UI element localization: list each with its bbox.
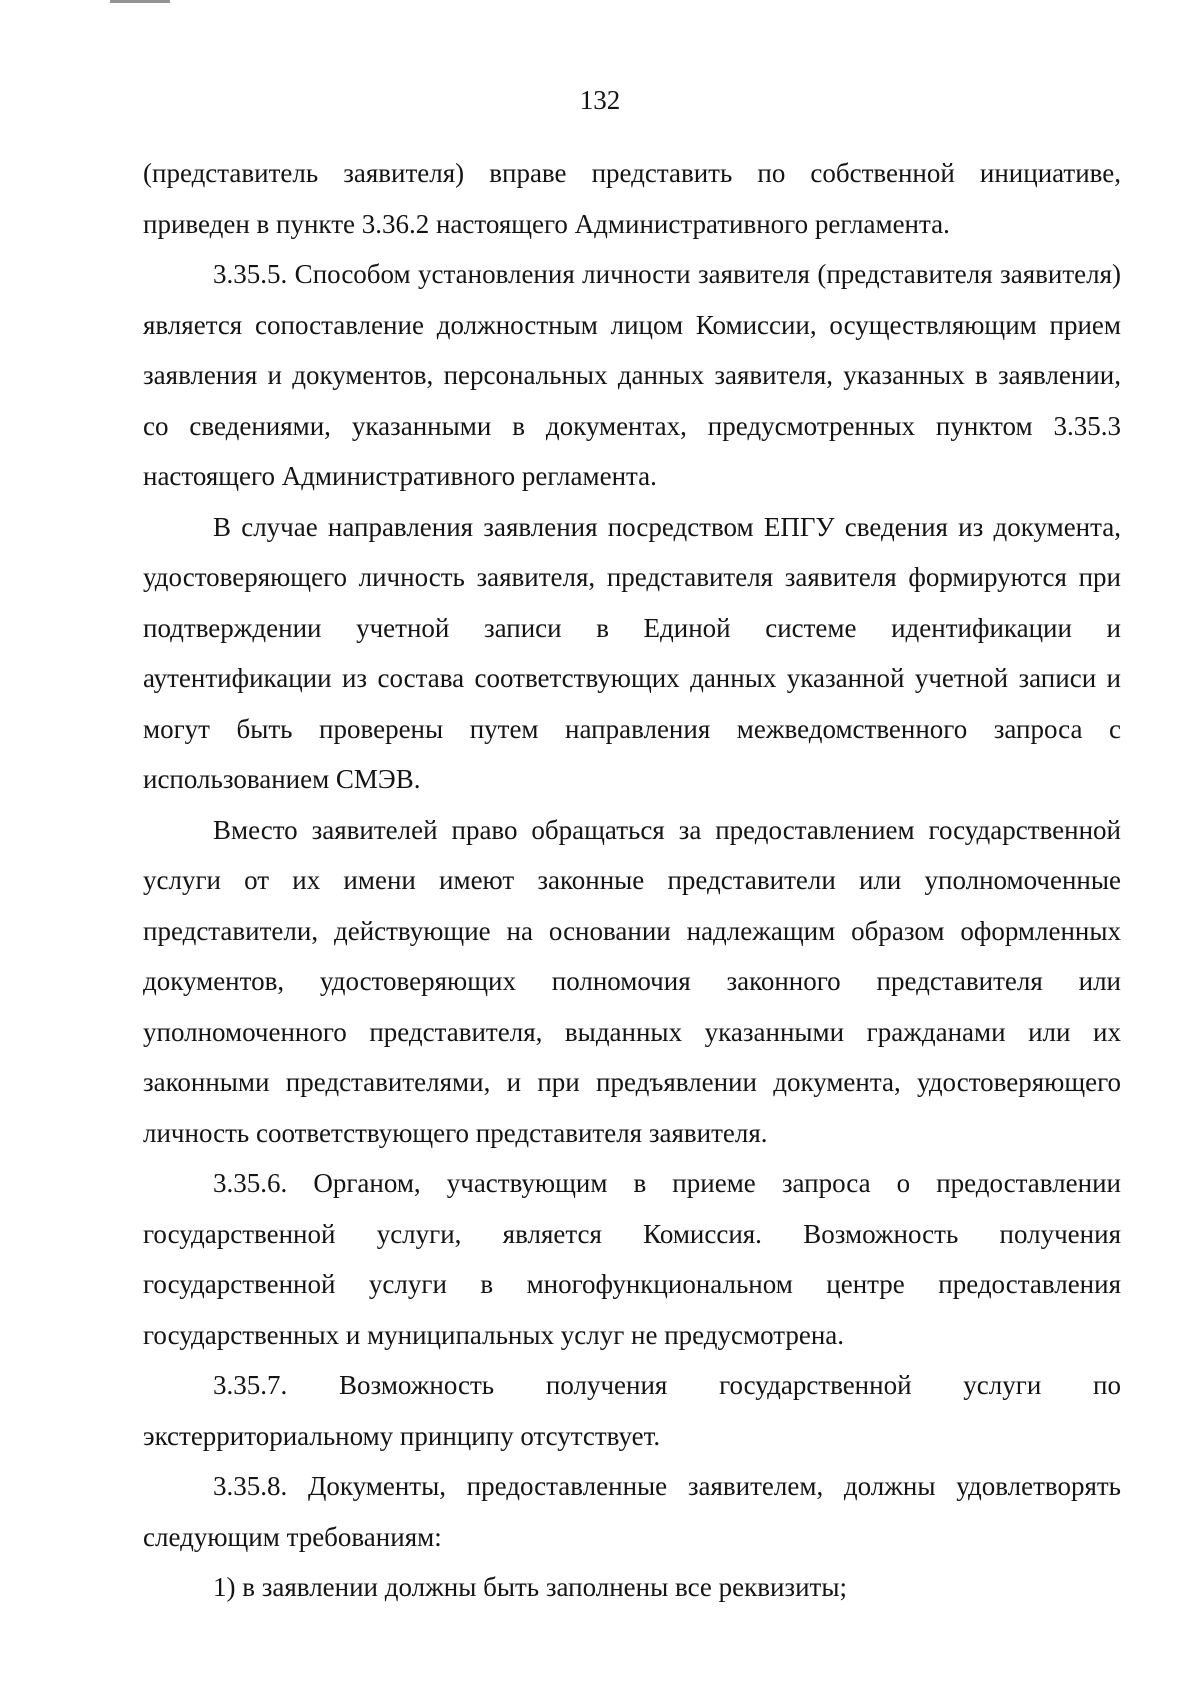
- page-number: 132: [579, 85, 621, 115]
- document-body: [143, 148, 1121, 1613]
- list-item-1: 1) в заявлении должны быть заполнены все реквизиты;: [213, 1572, 847, 1602]
- paragraph-representatives: Вместо заявителей право обращаться за предоставлением государственной услуги от их имени имеют законные представители или уполномоченные представители, действующие на основании надлежащим образом оформленных документов, удостоверяющих полномочия законного представителя или уполномоченного представителя, выданных указанными гражданами или их законными представителями, и при предъявлении документа, удостоверяющего личность соответствующего представителя заявителя.: [143, 814, 1121, 1148]
- paragraph-3-35-7: 3.35.7. Возможность получения государственной услуги по экстерриториальному принципу отсутствует.: [143, 1370, 1121, 1451]
- paragraph-epgu-case: В случае направления заявления посредством ЕПГУ сведения из документа, удостоверяющего личность заявителя, представителя заявителя формируются при подтверждении учетной записи в Единой системе идентификации и аутентификации из состава соответствующих данных указанной учетной записи и могут быть проверены путем направления межведомственного запроса с использованием СМЭВ.: [143, 511, 1121, 794]
- paragraph-3-35-8: 3.35.8. Документы, предоставленные заявителем, должны удовлетворять следующим требованиям:: [143, 1471, 1121, 1552]
- scan-artifact: [110, 0, 170, 3]
- paragraph-3-35-6: 3.35.6. Органом, участвующим в приеме запроса о предоставлении государственной услуги, является Комиссия. Возможность получения государственной услуги в многофункциональном центре предоставления государственных и муниципальных услуг не предусмотрена.: [143, 1168, 1121, 1350]
- paragraph-continuation: (представитель заявителя) вправе представить по собственной инициативе, приведен в пункте 3.36.2 настоящего Административного регламента.: [143, 158, 1121, 239]
- paragraph-3-35-5: 3.35.5. Способом установления личности заявителя (представителя заявителя) является сопоставление должностным лицом Комиссии, осуществляющим прием заявления и документов, персональных данных заявителя, указанных в заявлении, со сведениями, указанными в документах, предусмотренных пунктом 3.35.3 настоящего Административного регламента.: [143, 259, 1121, 491]
